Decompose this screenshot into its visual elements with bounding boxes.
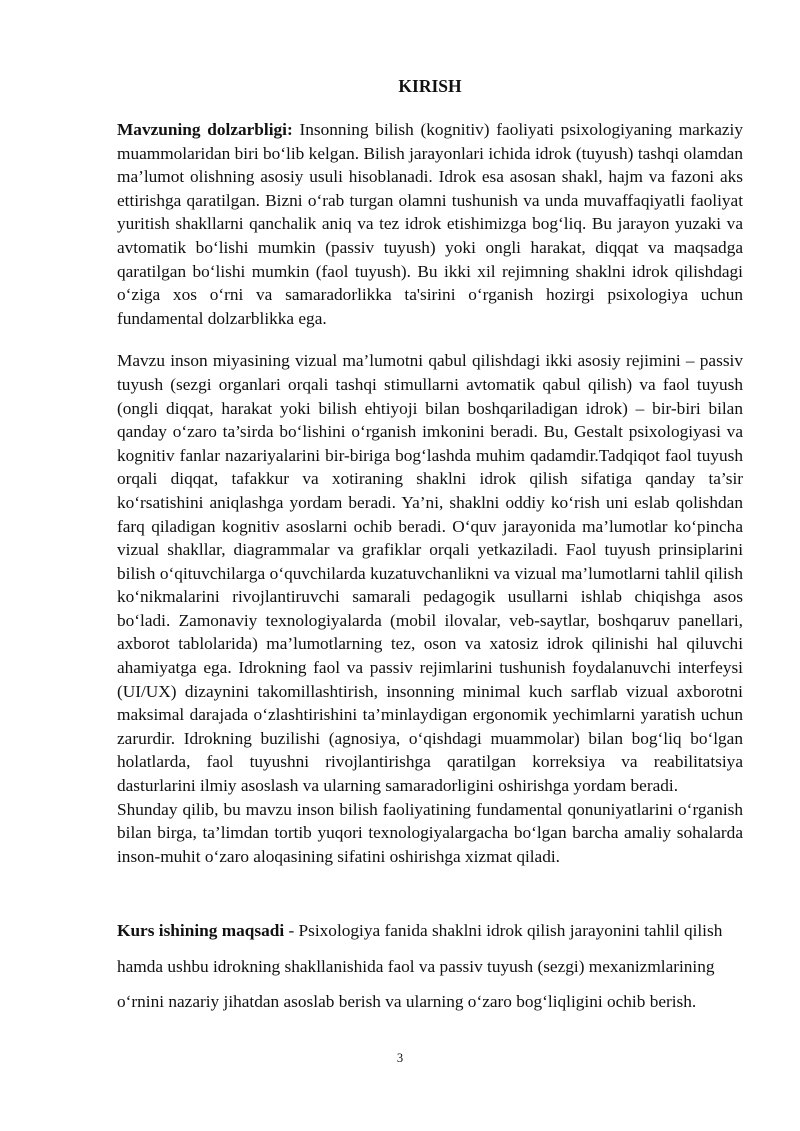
goal-paragraph	[117, 913, 743, 1020]
relevance-text: Insonning bilish (kognitiv) faoliyati psixologiyaning markaziy muammolaridan biri bo‘lib kelgan. Bilish jarayonlari ichida idrok (tuyush) tashqi olamdan ma’lumot olishning asosiy usuli hisoblanadi. Idrok esa asosan shakl, hajm va fazoni aks ettirishga qaratilgan. Bizni o‘rab turgan olamni tushunish va unda muvaffaqiyatli faoliyat yuritish shakllarni qanchalik aniq va tez idrok etishimizga bog‘liq. Bu jarayon yuzaki va avtomatik bo‘lishi mumkin (passiv tuyush) yoki ongli harakat, diqqat va maqsadga qaratilgan bo‘lishi mumkin (faol tuyush). Bu ikki xil rejimning shaklni idrok qilishdagi o‘ziga xos o‘rni va samaradorlikka ta'sirini o‘rganish hozirgi psixologiya uchun fundamental dolzarblikka ega.	[117, 120, 743, 328]
paragraph-gap	[117, 330, 743, 349]
goal-text: - Psixologiya fanida shaklni idrok qilish jarayonini tahlil qilish hamda ushbu idrokning shakllanishida faol va passiv tuyush (sezgi) mexanizmlarining o‘rnini nazariy jihatdan asoslab berish va ularning o‘zaro bog‘liqligini ochib berish.	[117, 921, 723, 1012]
topic-paragraph: Mavzu inson miyasining vizual ma’lumotni qabul qilishdagi ikki asosiy rejimini – passiv tuyush (sezgi organlari orqali tashqi stimullarni avtomatik qabul qilish) va faol tuyush (ongli diqqat, harakat yoki bilish ehtiyoji bilan boshqariladigan idrok) – bir-biri bilan qanday o‘zaro ta’sirda bo‘lishini o‘rganish imkonini beradi. Bu, Gestalt psixologiyasi va kognitiv fanlar nazariyalarini bir-biriga bog‘lashda muhim qadamdir.Tadqiqot faol tuyush orqali diqqat, tafakkur va xotiraning shaklni idrok qilish sifatiga qanday ta’sir ko‘rsatishini aniqlashga yordam beradi. Ya’ni, shaklni oddiy ko‘rish uni eslab qolishdan farq qiladigan kognitiv asoslarni ochib beradi. O‘quv jarayonida ma’lumotlar ko‘pincha vizual shakllar, diagrammalar va grafiklar orqali yetkaziladi. Faol tuyush prinsiplarini bilish o‘qituvchilarga o‘quvchilarda kuzatuvchanlikni va vizual ma’lumotlarni tahlil qilish ko‘nikmalarini rivojlantiruvchi samarali pedagogik usullarni ishlab chiqishga asos bo‘ladi. Zamonaviy texnologiyalarda (mobil ilovalar, veb-saytlar, boshqaruv panellari, axborot tablolarida) ma’lumotlarning tez, oson va xatosiz idrok qilinishi hal qiluvchi ahamiyatga ega. Idrokning faol va passiv rejimlarini tushunish foydalanuvchi interfeysi (UI/UX) dizaynini takomillashtirish, insonning minimal kuch sarflab vizual axborotni maksimal darajada o‘zlashtirishini ta’minlaydigan ergonomik yechimlarni yaratish uchun zarurdir. Idrokning buzilishi (agnosiya, o‘qishdagi muammolar) bilan bog‘liq bo‘lgan holatlarda, faol tuyushni rivojlantirishga qaratilgan korreksiya va reabilitatsiya dasturlarini ilmiy asoslash va ularning samaradorligini oshirishga yordam beradi.	[117, 351, 743, 796]
page-title: KIRISH	[398, 76, 462, 96]
page-content	[117, 74, 743, 1020]
section-gap	[117, 868, 743, 913]
page-number: 3	[396, 1051, 404, 1065]
relevance-heading: Mavzuning dolzarbligi:	[117, 120, 293, 139]
relevance-paragraph	[117, 118, 743, 330]
conclusion-paragraph: Shunday qilib, bu mavzu inson bilish faoliyatining fundamental qonuniyatlarini o‘rganish bilan birga, ta’limdan tortib yuqori texnologiyalargacha bo‘lgan barcha amaliy sohalarda inson-muhit o‘zaro aloqasining sifatini oshirishga xizmat qiladi.	[117, 799, 743, 866]
goal-heading: Kurs ishining maqsadi	[117, 921, 285, 941]
